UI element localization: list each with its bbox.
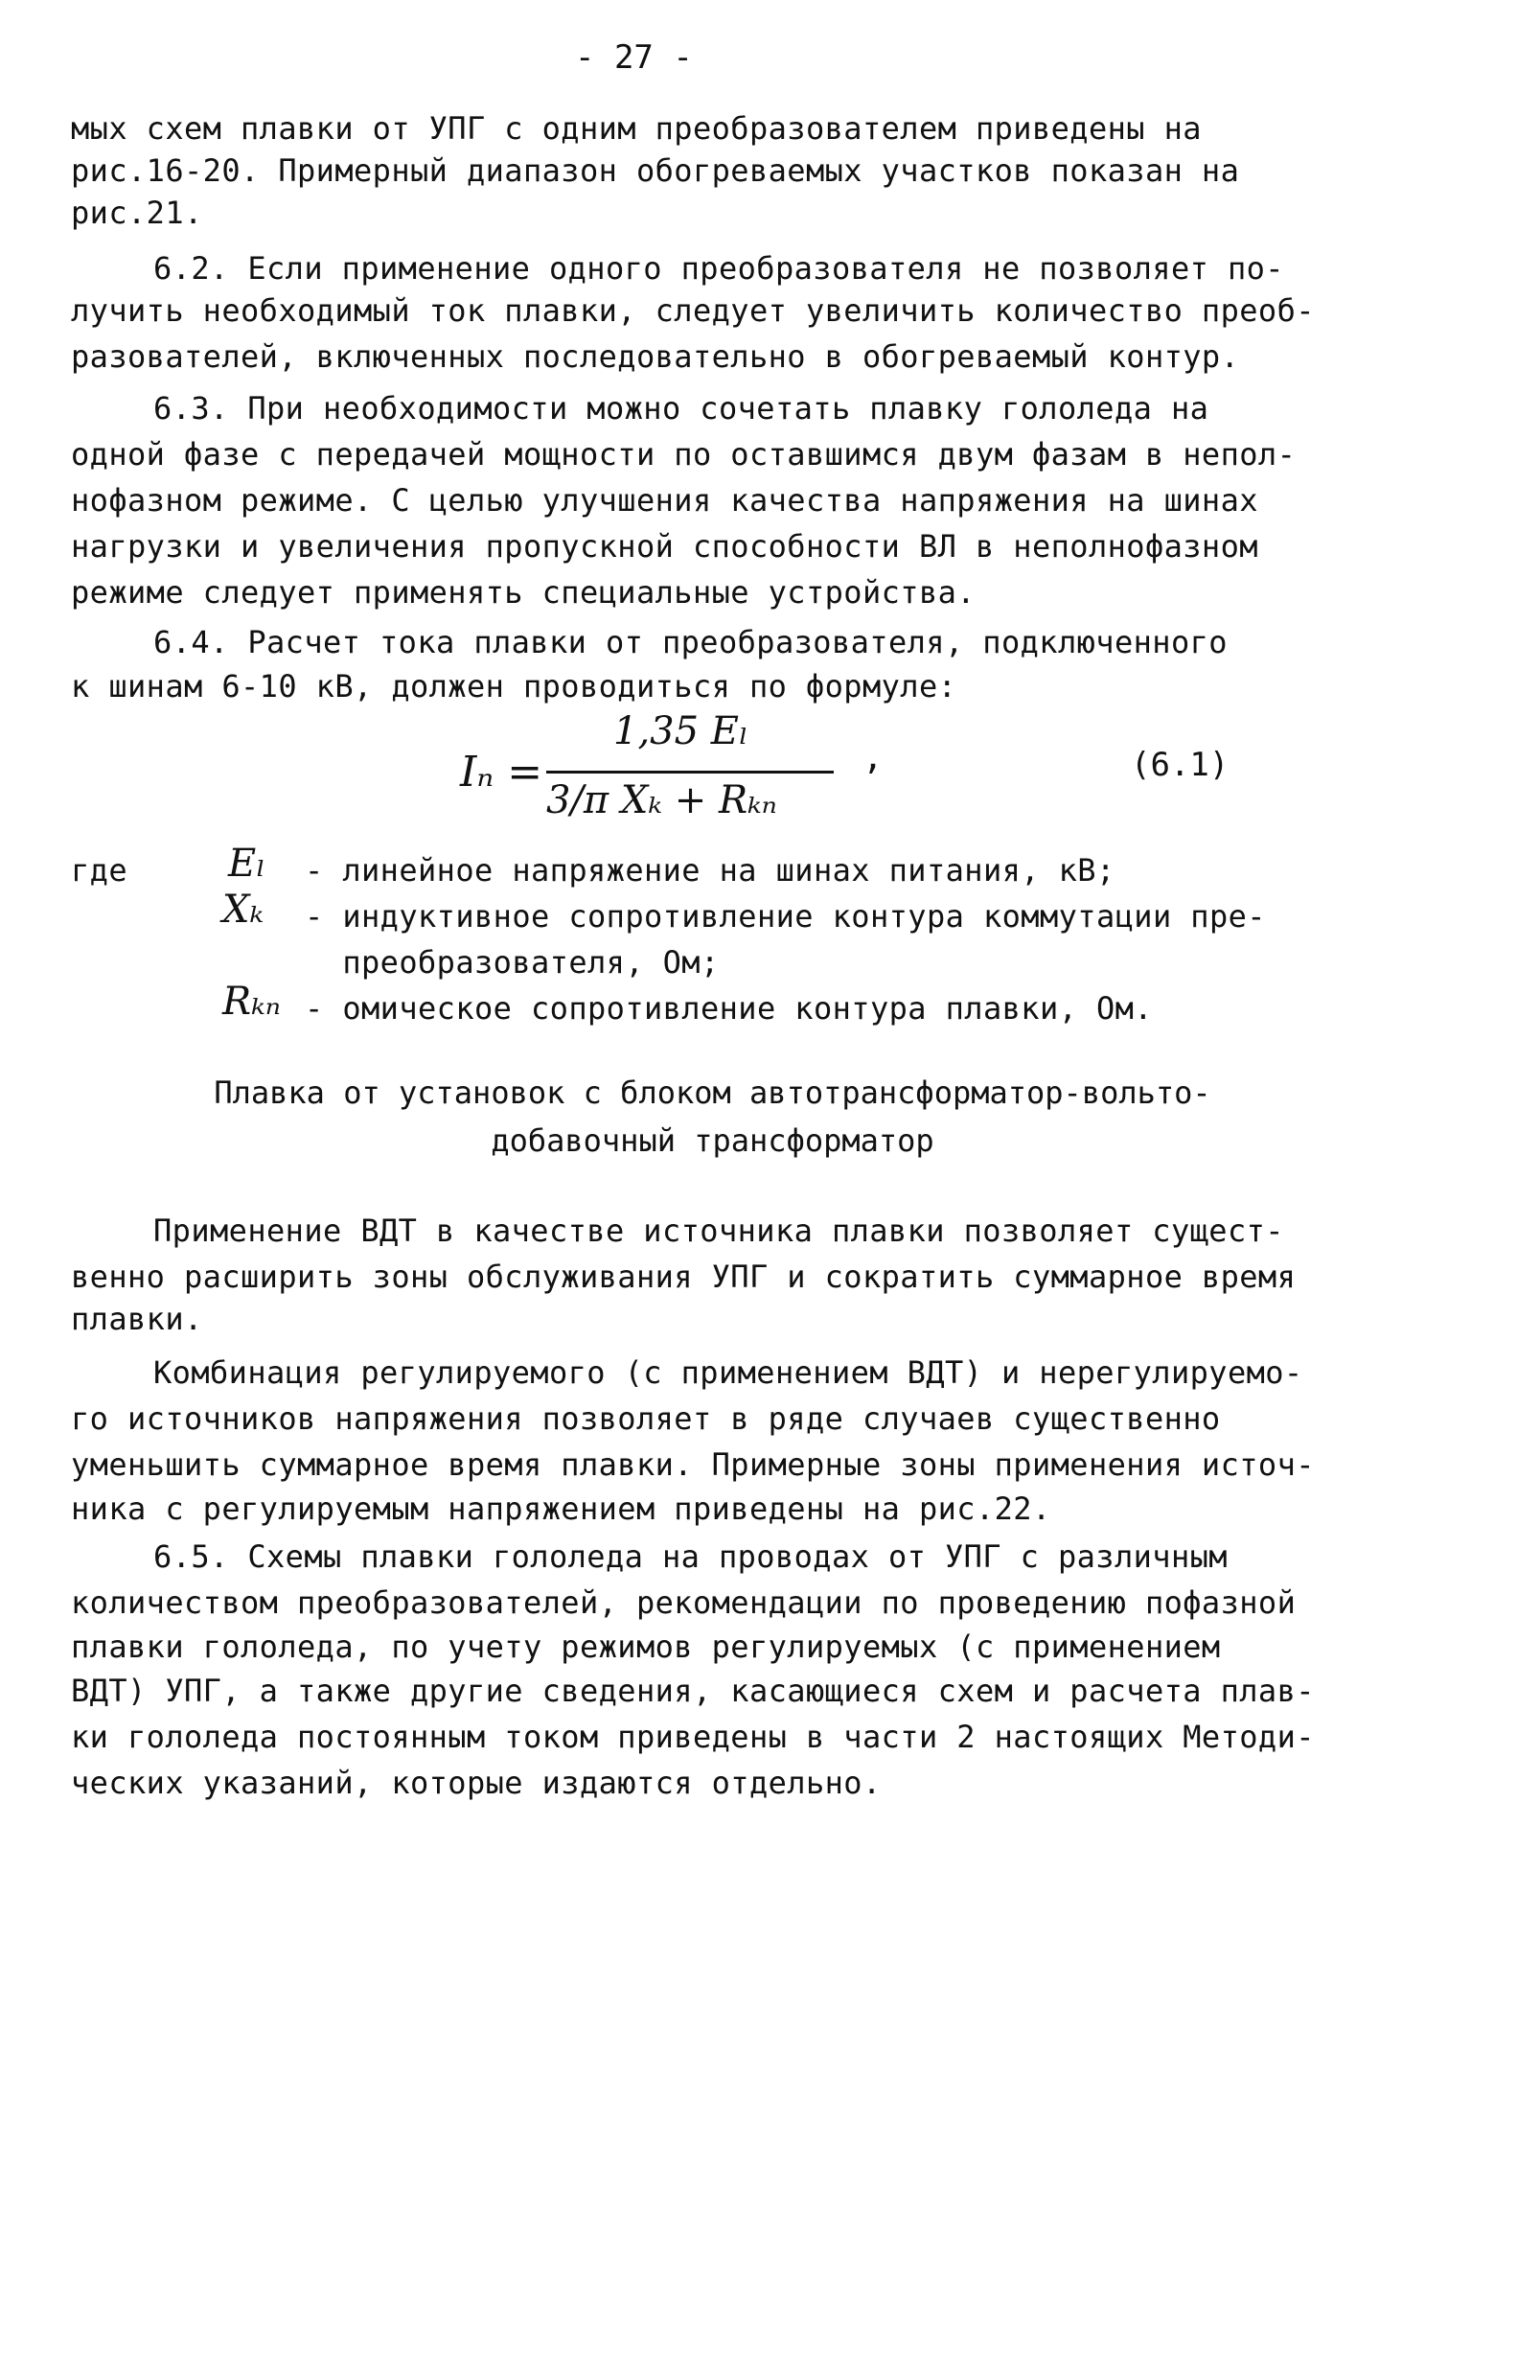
- section-heading: добавочный трансформатор: [491, 1122, 934, 1159]
- text-line: венно расширить зоны обслуживания УПГ и сократить суммарное время: [71, 1259, 1297, 1295]
- text-line: 6.2. Если применение одного преобразователя не позволяет по-: [153, 250, 1284, 287]
- text-line: плавки.: [71, 1301, 203, 1337]
- text-line: к шинам 6-10 кВ, должен проводиться по формуле:: [71, 668, 957, 705]
- definition-text: - линейное напряжение на шинах питания, кВ;: [305, 852, 1115, 889]
- text-line: уменьшить суммарное время плавки. Примерные зоны применения источ-: [71, 1446, 1315, 1483]
- text-line: го источников напряжения позволяет в ряде случаев существенно: [71, 1400, 1221, 1437]
- symbol-xk: Xₖ: [222, 888, 264, 932]
- definition-text: - омическое сопротивление контура плавки, Ом.: [305, 990, 1153, 1027]
- formula-numerator: 1,35 Eₗ: [613, 709, 748, 753]
- text-line: одной фазе с передачей мощности по оставшимся двум фазам в непол-: [71, 436, 1297, 473]
- text-line: 6.4. Расчет тока плавки от преобразователя, подключенного: [153, 624, 1228, 660]
- text-line: ческих указаний, которые издаются отдельно.: [71, 1765, 882, 1801]
- text-line: Применение ВДТ в качестве источника плавки позволяет сущест-: [153, 1213, 1284, 1249]
- text-line: рис.21.: [71, 195, 203, 231]
- formula-comma: ,: [862, 738, 884, 777]
- fraction-bar: [546, 771, 834, 774]
- formula-number: (6.1): [1131, 746, 1230, 784]
- text-line: плавки гололеда, по учету режимов регулируемых (с применением: [71, 1629, 1221, 1665]
- definition-text: преобразователя, Ом;: [305, 944, 720, 981]
- text-line: ки гололеда постоянным током приведены в части 2 настоящих Методи-: [71, 1719, 1315, 1755]
- symbol-el: Eₗ: [228, 842, 265, 886]
- where-label: где: [71, 852, 127, 889]
- text-line: разователей, включенных последовательно в обогреваемый контур.: [71, 338, 1240, 375]
- text-line: мых схем плавки от УПГ с одним преобразователем приведены на: [71, 110, 1202, 147]
- formula-lhs: Iₙ =: [460, 748, 543, 797]
- text-line: нагрузки и увеличения пропускной способности ВЛ в неполнофазном: [71, 528, 1258, 565]
- text-line: Комбинация регулируемого (с применением ВДТ) и нерегулируемо-: [153, 1354, 1303, 1391]
- text-line: 6.3. При необходимости можно сочетать плавку гололеда на: [153, 390, 1209, 427]
- definition-text: - индуктивное сопротивление контура коммутации пре-: [305, 898, 1266, 935]
- text-line: ВДТ) УПГ, а также другие сведения, касающиеся схем и расчета плав-: [71, 1673, 1315, 1709]
- section-heading: Плавка от установок с блоком автотрансформатор-вольто-: [214, 1074, 1211, 1111]
- symbol-rkp: Rₖₙ: [222, 980, 281, 1024]
- text-line: нофазном режиме. С целью улучшения качества напряжения на шинах: [71, 482, 1258, 519]
- text-line: лучить необходимый ток плавки, следует увеличить количество преоб-: [71, 292, 1315, 329]
- text-line: 6.5. Схемы плавки гололеда на проводах от УПГ с различным: [153, 1538, 1228, 1575]
- text-line: ника с регулируемым напряжением приведены на рис.22.: [71, 1490, 1051, 1527]
- formula-denominator: 3/π Xₖ + Rₖₙ: [546, 778, 777, 822]
- text-line: режиме следует применять специальные устройства.: [71, 574, 976, 611]
- text-line: рис.16-20. Примерный диапазон обогреваемых участков показан на: [71, 152, 1240, 189]
- formula-6-1: [441, 709, 1303, 853]
- text-line: количеством преобразователей, рекомендации по проведению пофазной: [71, 1584, 1297, 1621]
- page-number: - 27 -: [575, 38, 693, 77]
